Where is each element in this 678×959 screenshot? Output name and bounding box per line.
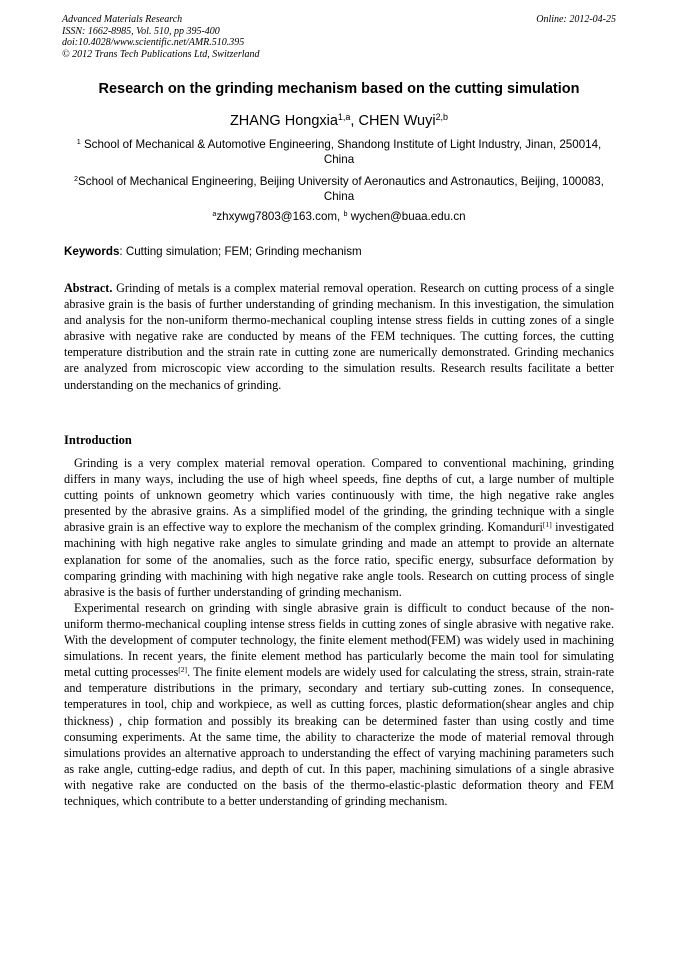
online-date: Online: 2012-04-25 bbox=[536, 14, 616, 25]
author-separator: , bbox=[350, 113, 359, 129]
email-line bbox=[70, 209, 608, 224]
affiliation-2 bbox=[70, 174, 608, 204]
keywords-label: Keywords bbox=[64, 245, 120, 258]
email-b[interactable]: wychen@buaa.edu.cn bbox=[347, 210, 466, 223]
journal-header bbox=[62, 14, 616, 60]
affiliation-1-text: School of Mechanical & Automotive Engineering, Shandong Institute of Light Industry, Jinan, 250014, China bbox=[80, 138, 602, 166]
abstract bbox=[64, 280, 614, 393]
author-line bbox=[40, 113, 638, 129]
paragraph-2-text-b: . The finite element models are widely used for calculating the stress, strain, strain-rate and temperature distributions in the primary, secondary and tertiary sub-cutting zones. In consequence, temperatures in tool, chip and workpiece, as well as cutting forces, plastic deformation(shear angles and chip thickness) , chip formation and possibly its breaking can be determined faster than using costly and time consuming experiments. At the same time, the ability to characterize the mode of material removal through simulations provides an alternative approach to understanding the effect of varying machining parameters such as rake angle, cutting-edge radius, and depth of cut. In this paper, machining simulations of a single abrasive with negative rake are conducted on the basis of the thermo-elastic-plastic deformation theory and FEM techniques, which contribute to a better understanding of grinding mechanism. bbox=[64, 665, 614, 808]
journal-copyright: © 2012 Trans Tech Publications Ltd, Switzerland bbox=[62, 48, 260, 60]
affiliation-2-text: School of Mechanical Engineering, Beijing University of Aeronautics and Astronautics, Beijing, 100083, China bbox=[78, 175, 604, 203]
journal-issn: ISSN: 1662-8985, Vol. 510, pp 395-400 bbox=[62, 25, 220, 37]
paragraph-1-text-a: Grinding is a very complex material removal operation. Compared to conventional machining, grinding differs in many ways, including the use of high wheel speeds, fine depths of cut, a large number of multiple cutting points of unknown geometry which varies continuously with time, the high negative rake angles presented by the abrasive grains. As a simplified model of the grinding, the grinding technique with a single abrasive grain is an effective way to explore the mechanism of the complex grinding. Komanduri bbox=[64, 456, 614, 535]
journal-doi[interactable]: doi:10.4028/www.scientific.net/AMR.510.395 bbox=[62, 37, 245, 48]
author-1-name: ZHANG Hongxia bbox=[229, 113, 338, 129]
citation-2[interactable]: [2] bbox=[178, 665, 188, 675]
email-a-sup: a bbox=[212, 209, 217, 219]
keywords-text: : Cutting simulation; FEM; Grinding mechanism bbox=[119, 245, 362, 258]
author-2-sup: 2,b bbox=[435, 112, 449, 123]
author-1-sup: 1,a bbox=[337, 112, 351, 123]
author-2-name: CHEN Wuyi bbox=[358, 113, 436, 129]
citation-1[interactable]: [1] bbox=[542, 520, 552, 530]
introduction-body bbox=[64, 455, 614, 809]
introduction-paragraph-1 bbox=[64, 455, 614, 600]
paper-title: Research on the grinding mechanism based on the cutting simulation bbox=[98, 81, 580, 97]
journal-info bbox=[62, 14, 616, 60]
affiliation-1-sup: 1 bbox=[76, 137, 81, 147]
introduction-paragraph-2 bbox=[64, 600, 614, 809]
paragraph-1-text-b: investigated machining with high negative rake angles to simulate grinding and made an attempt to provide an alternate explanation for some of the anomalies, such as the force ratio, specific energy, subsurface deformation by comparing grinding with machining with high negative rake angle tools. Research on cutting process of single abrasive is the basis of further understanding of grinding mechanism. bbox=[64, 520, 615, 599]
journal-name: Advanced Materials Research bbox=[62, 14, 183, 25]
keywords bbox=[64, 245, 614, 258]
affiliation-2-sup: 2 bbox=[74, 174, 79, 184]
section-heading-introduction: Introduction bbox=[64, 433, 132, 447]
email-a[interactable]: zhxywg7803@163.com, bbox=[216, 210, 344, 223]
abstract-label: Abstract. bbox=[64, 281, 113, 295]
paragraph-2-text-a: Experimental research on grinding with single abrasive grain is difficult to conduct because of the non-uniform thermo-mechanical coupling intense stress fields in cutting zones of single abrasive with negative rake. With the development of computer technology, the finite element method(FEM) was widely used in machining simulations. In recent years, the finite element method has particularly become the main tool for simulating metal cutting processes bbox=[64, 600, 614, 680]
abstract-text: Grinding of metals is a complex material removal operation. Research on cutting process of a single abrasive grain is the basis of further understanding of grinding mechanism. In this investigation, the simulation and analysis for the non-uniform thermo-mechanical coupling intense stress fields in cutting zones of a single abrasive with negative rake are conducted by means of the FEM techniques. The cutting forces, the cutting temperature distribution and the strain rate in cutting zone are numerically demonstrated. Grinding mechanics are analyzed from microscopic view according to the simulation results. Research results facilitate a better understanding on the mechanics of grinding. bbox=[64, 281, 614, 392]
affiliation-1 bbox=[70, 137, 608, 167]
email-b-sup: b bbox=[343, 209, 348, 219]
